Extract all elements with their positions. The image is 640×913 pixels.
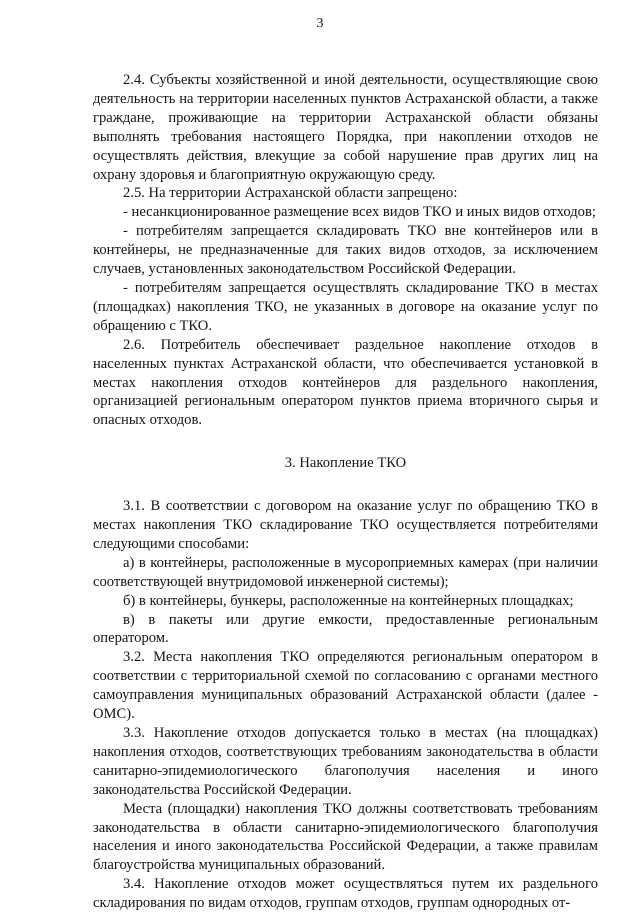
paragraph-3-4: 3.4. Накопление отходов может осуществляться путем их раздельного складирования по видам отходов, группам отходов, группам однородных от-	[93, 876, 598, 912]
method-item-b: б) в контейнеры, бункеры, расположенные на контейнерных площадках;	[123, 592, 574, 609]
paragraph-3-3-places: Места (площадки) накопления ТКО должны соответствовать требованиям законодательства в области санитарно-эпидемиологического благополучия населения и иного законодательства Российской Федерации, а также правилам благоустройства муниципальных образований.	[93, 800, 598, 874]
paragraph-3-1: 3.1. В соответствии с договором на оказание услуг по обращению ТКО в местах накопления ТКО складирование ТКО осуществляется потребителями следующими способами:	[93, 498, 598, 552]
method-item-a: а) в контейнеры, расположенные в мусороприемных камерах (при наличии соответствующей внутридомовой инженерной системы);	[93, 554, 598, 590]
method-item-c: в) в пакеты или другие емкости, предоставленные региональным оператором.	[93, 611, 598, 647]
section-heading: 3. Накопление ТКО	[284, 455, 407, 472]
paragraph-2-4: 2.4. Субъекты хозяйственной и иной деятельности, осуществляющие свою деятельность на территории населенных пунктов Астраханской области, а также граждане, проживающие на территории Астраханской области обязаны выполнять требования настоящего Порядка, при накоплении отходов не осуществлять действия, влекущие за собой нарушение прав других лиц на охрану здоровья и благоприятную окружающую среду.	[93, 72, 598, 183]
prohibition-item-1: - несанкционированное размещение всех видов ТКО и иных видов отходов;	[123, 204, 596, 221]
prohibition-item-2: - потребителям запрещается складировать ТКО вне контейнеров или в контейнеры, не предназначенные для таких видов отходов, за исключением случаев, установленных законодательством Российской Федерации.	[93, 223, 598, 278]
paragraph-2-5: 2.5. На территории Астраханской области запрещено:	[123, 185, 458, 202]
prohibition-item-3: - потребителям запрещается осуществлять складирование ТКО в местах (площадках) накопления ТКО, не указанных в договоре на оказание услуг по обращению с ТКО.	[93, 279, 598, 334]
paragraph-3-3: 3.3. Накопление отходов допускается только в местах (на площадках) накопления отходов, соответствующих требованиям законодательства в области санитарно-эпидемиологического благополучия населения и иного законодательства Российской Федерации.	[93, 725, 598, 798]
page-number: 3	[316, 16, 324, 31]
paragraph-3-2: 3.2. Места накопления ТКО определяются региональным оператором в соответствии с территориальной схемой по согласованию с органами местного самоуправления муниципальных образований Астраханской области (далее - ОМС).	[93, 649, 598, 723]
document-body	[93, 71, 598, 913]
paragraph-2-6: 2.6. Потребитель обеспечивает раздельное накопление отходов в населенных пунктах Астраханской области, что обеспечивается установкой в местах накопления отходов контейнеров для раздельного накопления, организацией региональным оператором пунктов приема вторичного сырья и опасных отходов.	[93, 336, 598, 429]
